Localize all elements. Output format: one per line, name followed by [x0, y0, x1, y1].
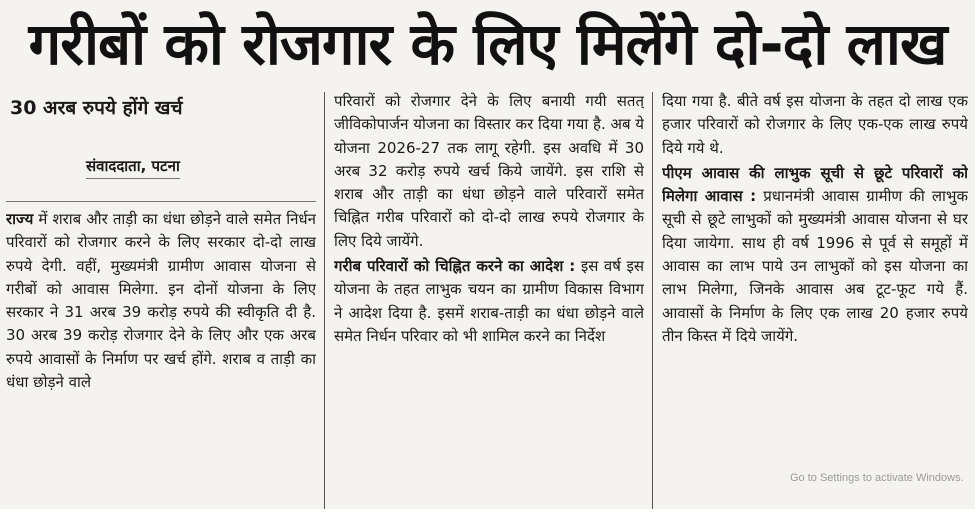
article-paragraph	[662, 162, 968, 348]
column-divider	[324, 92, 325, 509]
paragraph-text: इस वर्ष इस योजना के तहत लाभुक चयन का ग्रामीण विकास विभाग ने आदेश दिया है. इसमें शराब-ताड़ी का धंधा छोड़ने वाले समेत निर्धन परिवार को भी शामिल करने का निर्देश	[334, 257, 644, 345]
article-paragraph: दिया गया है. बीते वर्ष इस योजना के तहत दो लाख एक हजार परिवारों को रोजगार के लिए एक-एक लाख रुपये दिये गये थे.	[662, 92, 968, 157]
lead-word: राज्य	[6, 210, 34, 228]
subheadline: 30 अरब रुपये होंगे खर्च	[10, 97, 183, 119]
article-column-2	[334, 90, 644, 509]
article-paragraph	[334, 255, 644, 348]
article-paragraph: परिवारों को रोजगार देने के लिए बनायी गयी सतत् जीविकोपार्जन योजना का विस्तार कर दिया गया है. अब ये योजना 2026-27 तक लागू रहेगी. इस अवधि में 30 अरब 32 करोड़ रुपये खर्च किये जायेंगे. इस राशि से शराब और ताड़ी का धंधा छोड़ने वाले परिवारों समेत चिह्नित गरीब परिवारों को दो-दो लाख रुपये रोजगार के लिए दिये जायेंगे.	[334, 92, 644, 250]
column-divider	[652, 92, 653, 509]
section-heading: पीएम आवास की लाभुक सूची से छूटे परिवारों को मिलेगा आवास :	[662, 163, 968, 206]
section-heading: गरीब परिवारों को चिह्नित करने का आदेश :	[334, 257, 576, 276]
article-paragraph	[6, 208, 316, 394]
article-column-3	[662, 90, 968, 509]
paragraph-text: प्रधानमंत्री आवास ग्रामीण की लाभुक सूची से छूटे लाभुकों को मुख्यमंत्री आवास योजना से घर दिया जायेगा. साथ ही वर्ष 1996 से पूर्व से समूहों में आवास का लाभ पाये उन लाभुकों को इस योजना का लाभ मिलेगा, जिनके आवास अब टूट-फूट गये हैं. आवासों के निर्माण के लिए एक लाख 20 हजार रुपये तीन किस्त में दिये जायेंगे.	[662, 187, 968, 345]
byline: संवाददाता, पटना	[86, 156, 180, 179]
article-column-1	[6, 92, 316, 509]
byline-rule	[6, 201, 316, 202]
paragraph-text: में शराब और ताड़ी का धंधा छोड़ने वाले समेत निर्धन परिवारों को रोजगार करने के लिए सरकार दो-दो लाख रुपये देगी. वहीं, मुख्यमंत्री ग्रामीण आवास योजना से गरीबों को आवास मिलेगा. इन दोनों योजना के लिए सरकार ने 31 अरब 39 करोड़ रुपये की स्वीकृति दी है. 30 अरब 39 करोड़ रोजगार देने के लिए और एक अरब रुपये आवासों के निर्माण पर खर्च होंगे. शराब व ताड़ी का धंधा छोड़ने वाले	[6, 210, 316, 392]
activation-watermark: Go to Settings to activate Windows.	[790, 472, 964, 484]
headline: गरीबों को रोजगार के लिए मिलेंगे दो-दो लाख	[28, 10, 947, 78]
